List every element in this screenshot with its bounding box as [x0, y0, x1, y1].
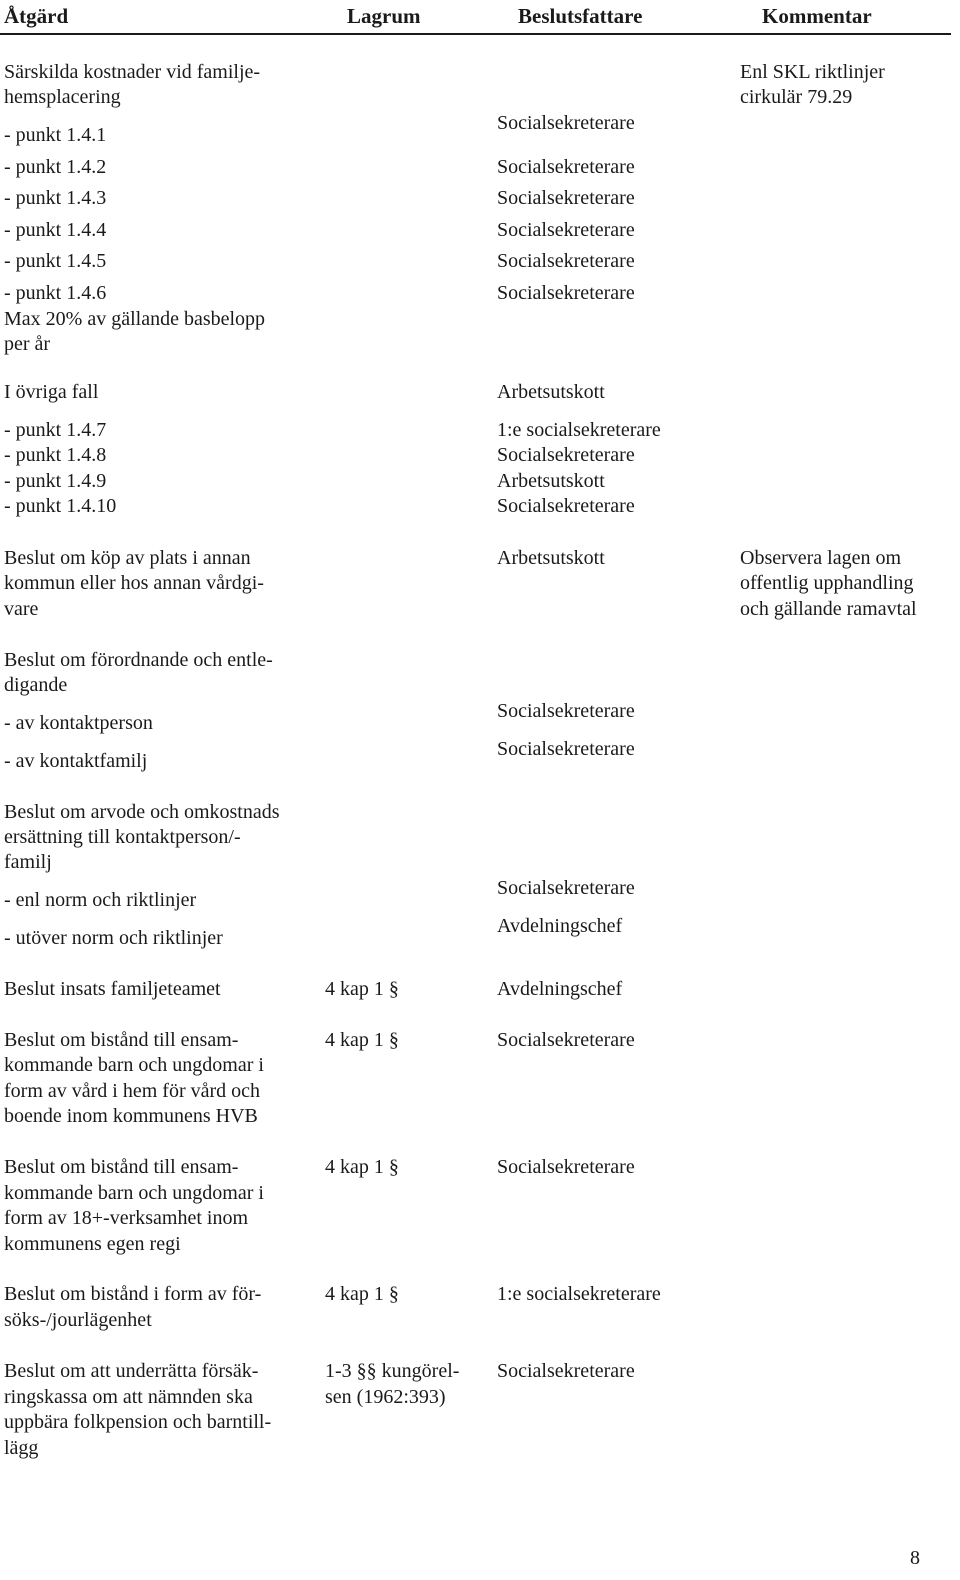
beslutsfattare-line: 1:e socialsekreterare [497, 419, 661, 441]
beslutsfattare-line: Socialsekreterare [497, 282, 635, 304]
beslutsfattare-line: Socialsekreterare [497, 877, 635, 899]
beslutsfattare-line: Arbetsutskott [497, 381, 605, 403]
atgard-line: Beslut insats familjeteamet [4, 978, 221, 1000]
beslutsfattare-line: Avdelningschef [497, 915, 623, 937]
atgard-line: form av vård i hem för vård och [4, 1080, 261, 1102]
atgard-line: Beslut om förordnande och entle- [4, 649, 273, 671]
atgard-line: kommunens egen regi [4, 1233, 181, 1255]
beslutsfattare-line: Socialsekreterare [497, 1156, 635, 1178]
lagrum-line: 4 kap 1 § [325, 1156, 399, 1178]
atgard-line: ringskassa om att nämnden ska [4, 1386, 253, 1408]
kommentar-line: cirkulär 79.29 [740, 86, 853, 108]
beslutsfattare-line: Avdelningschef [497, 978, 623, 1000]
atgard-line: - av kontaktfamilj [4, 750, 148, 772]
atgard-line: - punkt 1.4.2 [4, 156, 107, 178]
atgard-line: - av kontaktperson [4, 712, 153, 734]
header-lagrum: Lagrum [347, 4, 421, 28]
atgard-line: digande [4, 674, 68, 696]
atgard-line: söks-/jourlägenhet [4, 1309, 152, 1331]
beslutsfattare-line: Socialsekreterare [497, 1029, 635, 1051]
atgard-line: Beslut om bistånd i form av för- [4, 1283, 262, 1305]
atgard-line: uppbära folkpension och barntill- [4, 1411, 272, 1433]
atgard-line: - punkt 1.4.7 [4, 419, 107, 441]
lagrum-line: 4 kap 1 § [325, 978, 399, 1000]
atgard-line: Max 20% av gällande basbelopp [4, 308, 266, 330]
atgard-line: I övriga fall [4, 381, 99, 403]
atgard-line: kommande barn och ungdomar i [4, 1054, 264, 1076]
beslutsfattare-line: Socialsekreterare [497, 219, 635, 241]
beslutsfattare-line: Socialsekreterare [497, 700, 635, 722]
lagrum-line: sen (1962:393) [325, 1386, 446, 1408]
header-kommentar: Kommentar [762, 4, 872, 28]
beslutsfattare-line: Socialsekreterare [497, 495, 635, 517]
header-rule [0, 33, 951, 35]
kommentar-line: Observera lagen om [740, 547, 902, 569]
kommentar-line: och gällande ramavtal [740, 598, 917, 620]
atgard-line: - enl norm och riktlinjer [4, 889, 197, 911]
atgard-line: - utöver norm och riktlinjer [4, 927, 223, 949]
atgard-line: - punkt 1.4.9 [4, 470, 107, 492]
beslutsfattare-line: Socialsekreterare [497, 444, 635, 466]
beslutsfattare-line: Socialsekreterare [497, 250, 635, 272]
beslutsfattare-line: Socialsekreterare [497, 112, 635, 134]
page-number: 8 [910, 1547, 920, 1569]
atgard-line: hemsplacering [4, 86, 121, 108]
atgard-line: kommande barn och ungdomar i [4, 1182, 264, 1204]
atgard-line: boende inom kommunens HVB [4, 1105, 258, 1127]
kommentar-line: Enl SKL riktlinjer [740, 61, 885, 83]
beslutsfattare-line: Arbetsutskott [497, 470, 605, 492]
atgard-line: Beslut om bistånd till ensam- [4, 1029, 239, 1051]
atgard-line: form av 18+-verksamhet inom [4, 1207, 248, 1229]
atgard-line: - punkt 1.4.6 [4, 282, 107, 304]
kommentar-line: offentlig upphandling [740, 572, 914, 594]
header-beslutsfattare: Beslutsfattare [518, 4, 643, 28]
atgard-line: per år [4, 333, 51, 355]
beslutsfattare-line: Socialsekreterare [497, 187, 635, 209]
atgard-line: - punkt 1.4.5 [4, 250, 107, 272]
atgard-line: Beslut om köp av plats i annan [4, 547, 251, 569]
atgard-line: - punkt 1.4.3 [4, 187, 107, 209]
atgard-line: Särskilda kostnader vid familje- [4, 61, 261, 83]
atgard-line: Beslut om arvode och omkostnads [4, 801, 280, 823]
atgard-line: ersättning till kontaktperson/- [4, 826, 241, 848]
atgard-line: - punkt 1.4.8 [4, 444, 107, 466]
atgard-line: kommun eller hos annan vårdgi- [4, 572, 264, 594]
lagrum-line: 4 kap 1 § [325, 1283, 399, 1305]
beslutsfattare-line: Arbetsutskott [497, 547, 605, 569]
atgard-line: - punkt 1.4.10 [4, 495, 117, 517]
atgard-line: - punkt 1.4.4 [4, 219, 107, 241]
beslutsfattare-line: Socialsekreterare [497, 738, 635, 760]
beslutsfattare-line: Socialsekreterare [497, 1360, 635, 1382]
atgard-line: vare [4, 598, 39, 620]
header-atgard: Åtgärd [4, 4, 69, 28]
beslutsfattare-line: 1:e socialsekreterare [497, 1283, 661, 1305]
atgard-line: familj [4, 851, 52, 873]
atgard-line: lägg [4, 1437, 39, 1459]
atgard-line: Beslut om att underrätta försäk- [4, 1360, 259, 1382]
atgard-line: - punkt 1.4.1 [4, 124, 107, 146]
lagrum-line: 1-3 §§ kungörel- [325, 1360, 460, 1382]
beslutsfattare-line: Socialsekreterare [497, 156, 635, 178]
lagrum-line: 4 kap 1 § [325, 1029, 399, 1051]
atgard-line: Beslut om bistånd till ensam- [4, 1156, 239, 1178]
